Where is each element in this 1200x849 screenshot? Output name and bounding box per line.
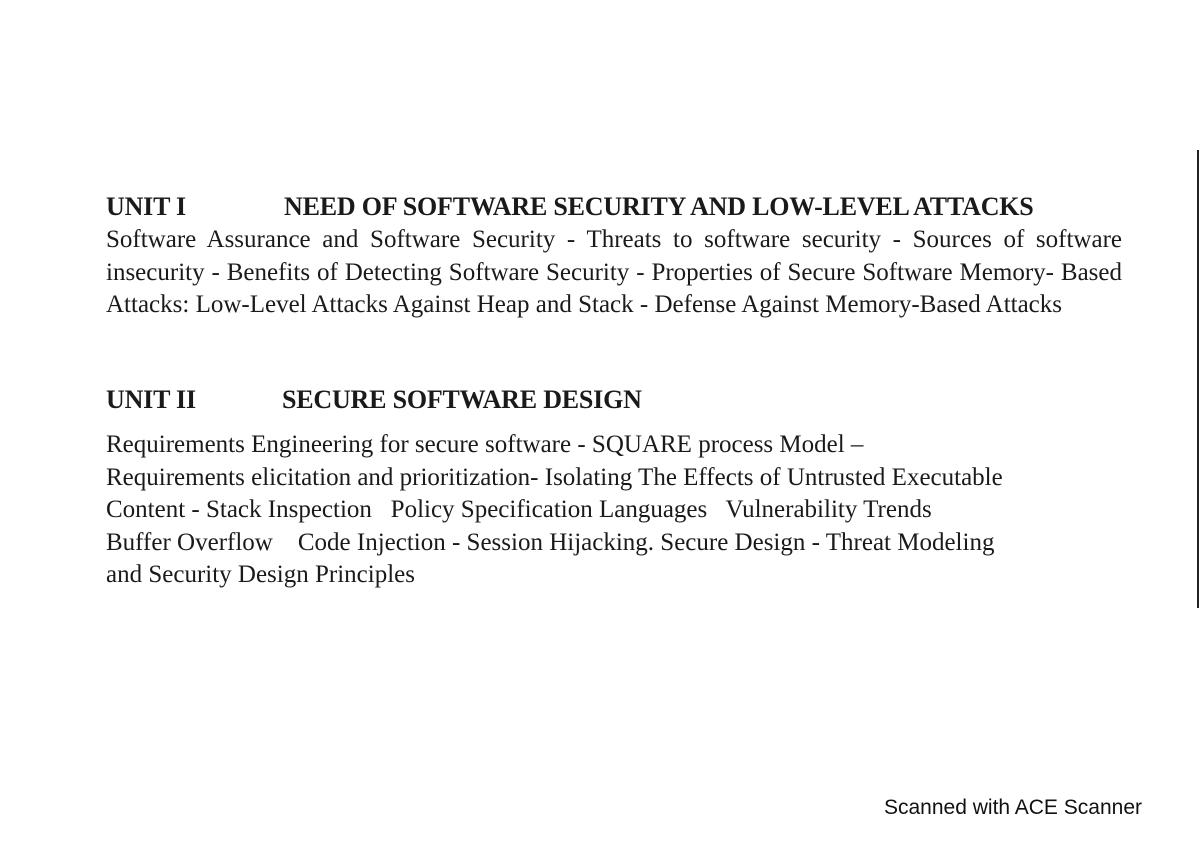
unit-2-body-line: Buffer Overflow Code Injection - Session Hijacking. Secure Design - Threat Modeling xyxy=(106,528,995,556)
scanner-watermark: Scanned with ACE Scanner xyxy=(884,796,1142,819)
unit-1-heading xyxy=(106,190,1122,224)
page-edge-line xyxy=(1197,150,1199,608)
unit-1-title: NEED OF SOFTWARE SECURITY AND LOW-LEVEL ATTACKS xyxy=(284,192,1034,221)
unit-2-body-line: Requirements elicitation and prioritization- Isolating The Effects of Untrusted Executable xyxy=(106,463,1003,491)
unit-1-body: Software Assurance and Software Security - Threats to software security - Sources of software insecurity - Benefits of Detecting Software Security - Properties of Secure Software Memory- Based Attacks: Low-Level Attacks Against Heap and Stack - Defense Against Memory-Based Attacks xyxy=(106,226,1122,318)
unit-2-body-line: and Security Design Principles xyxy=(106,561,415,588)
unit-2-body xyxy=(106,429,1122,592)
unit-2-number: UNIT II xyxy=(106,385,196,414)
unit-2-heading xyxy=(106,383,1122,417)
unit-2-section xyxy=(106,383,1122,592)
unit-1-section xyxy=(106,190,1122,322)
unit-2-body-line: Content - Stack Inspection Policy Specification Languages Vulnerability Trends xyxy=(106,496,932,523)
unit-2-body-line: Requirements Engineering for secure software - SQUARE process Model – xyxy=(106,431,864,458)
unit-2-title: SECURE SOFTWARE DESIGN xyxy=(282,385,642,414)
unit-1-number: UNIT I xyxy=(106,192,186,221)
